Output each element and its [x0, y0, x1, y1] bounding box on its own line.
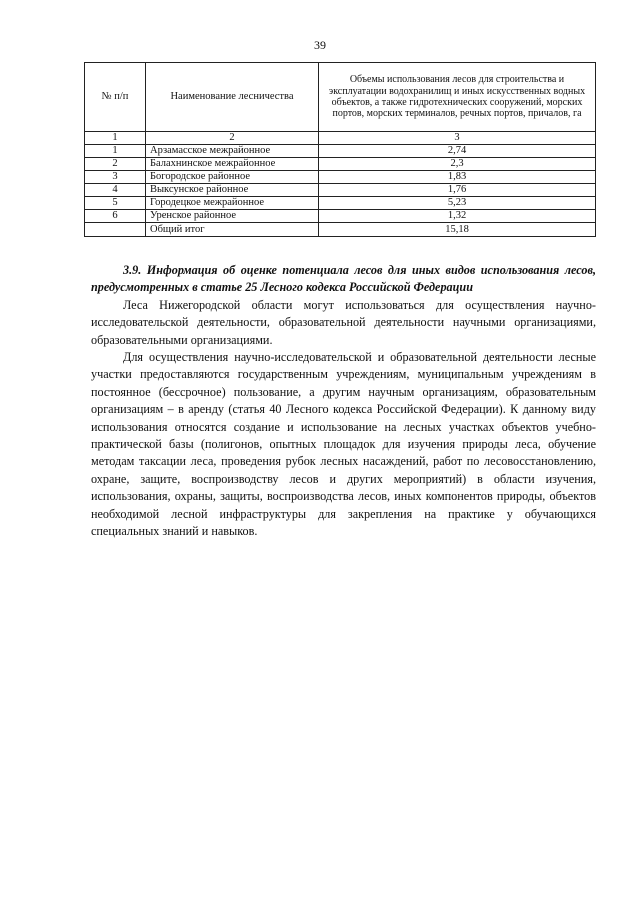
table-row	[85, 184, 596, 197]
table-row	[85, 210, 596, 223]
section-heading: 3.9. Информация об оценке потенциала лесов для иных видов использования лесов, предусмотренных в статье 25 Лесного кодекса Российской Федерации	[91, 263, 596, 295]
column-number: 2	[146, 132, 319, 145]
forestry-name: Богородское районное	[146, 171, 319, 184]
column-number-row	[85, 132, 596, 145]
page-number: 39	[314, 38, 326, 52]
total-label: Общий итог	[146, 223, 319, 237]
header-forestry-name: Наименование лесничества	[146, 63, 319, 132]
volume-value: 1,32	[319, 210, 596, 223]
row-number: 2	[85, 158, 146, 171]
row-number: 5	[85, 197, 146, 210]
total-value: 15,18	[319, 223, 596, 237]
total-empty-cell	[85, 223, 146, 237]
volume-value: 5,23	[319, 197, 596, 210]
header-number: № п/п	[85, 63, 146, 132]
header-volume: Объемы использования лесов для строительства и эксплуатации водохранилищ и иных искусственных водных объектов, а также гидротехнических сооружений, морских портов, морских терминалов, речных портов, причалов, га	[319, 63, 596, 132]
table-row	[85, 197, 596, 210]
forestry-name: Выксунское районное	[146, 184, 319, 197]
paragraph: Для осуществления научно-исследовательской и образовательной деятельности лесные участки предоставляются государственным учреждениям, муниципальным учреждениям в постоянное (бессрочное) пользование, а другим научным организациям, образовательным организациям – в аренду (статья 40 Лесного кодекса Российской Федерации). К данному виду использования относятся создание и использование на лесных участках объектов учебно-практической базы (полигонов, опытных площадок для изучения природы леса, обучение методам таксации леса, проведения рубок лесных насаждений, работ по лесовосстановлению, охране, защите, воспроизводству лесов и других мероприятий) в области изучения, использования, охраны, защиты, воспроизводства лесов, иных компонентов природы, объектов необходимой лесной инфраструктуры для закрепления на практике у обучающихся специальных знаний и навыков.	[91, 350, 596, 539]
forestry-name: Балахнинское межрайонное	[146, 158, 319, 171]
row-number: 3	[85, 171, 146, 184]
volume-value: 2,3	[319, 158, 596, 171]
volume-value: 1,83	[319, 171, 596, 184]
row-number: 4	[85, 184, 146, 197]
volume-value: 2,74	[319, 145, 596, 158]
row-number: 6	[85, 210, 146, 223]
table-row	[85, 171, 596, 184]
section-content	[91, 262, 596, 541]
forestry-name: Арзамасское межрайонное	[146, 145, 319, 158]
column-number: 1	[85, 132, 146, 145]
volume-value: 1,76	[319, 184, 596, 197]
row-number: 1	[85, 145, 146, 158]
forestry-name: Городецкое межрайонное	[146, 197, 319, 210]
forestry-table	[84, 62, 596, 237]
table-row	[85, 158, 596, 171]
table-header-row	[85, 63, 596, 132]
total-row	[85, 223, 596, 237]
table-row	[85, 145, 596, 158]
column-number: 3	[319, 132, 596, 145]
forestry-name: Уренское районное	[146, 210, 319, 223]
paragraph: Леса Нижегородской области могут использоваться для осуществления научно-исследовательской деятельности, образовательной деятельности научными организациями, образовательными организациями.	[91, 297, 596, 347]
